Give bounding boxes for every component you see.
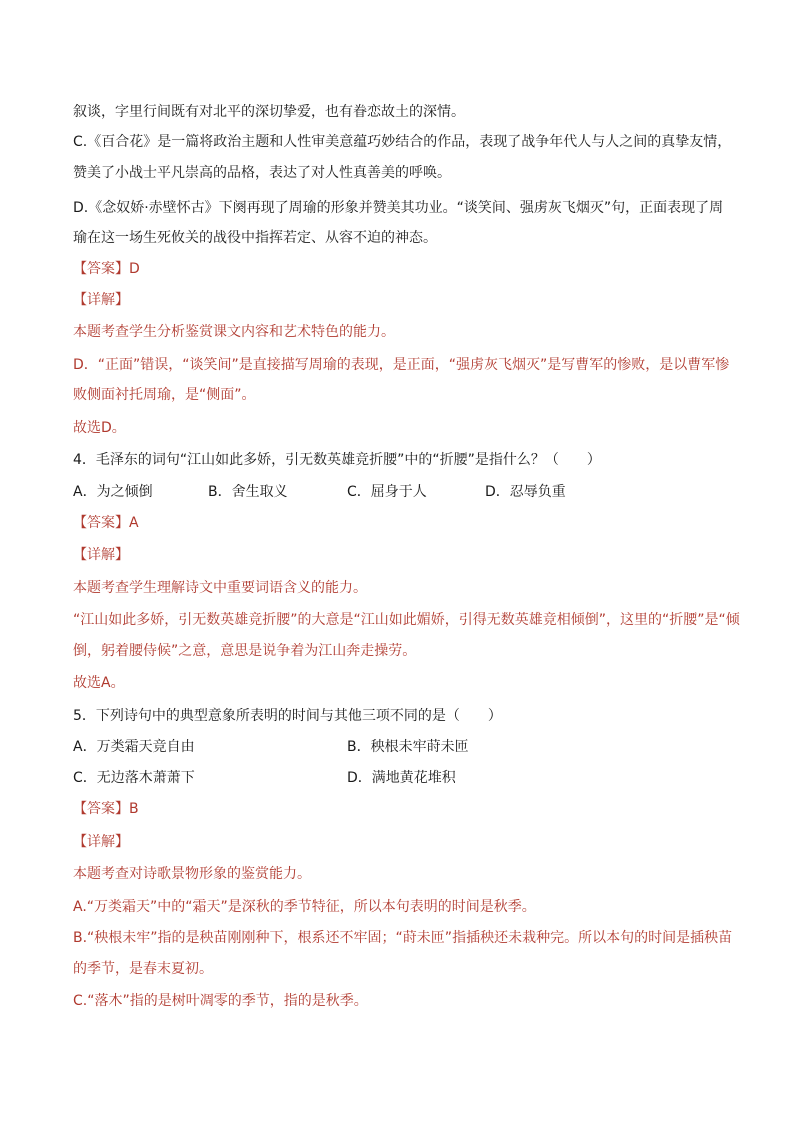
- q4-answer: 【答案】A: [73, 515, 139, 531]
- q5-answer: 【答案】B: [73, 801, 139, 817]
- q3-detail-line-2: 败侧面衬托周瑜，是“侧面”。: [73, 387, 256, 403]
- q3-option-c-line-2: 赞美了小战士平凡崇高的品格，表达了对人性真善美的呼唤。: [73, 165, 451, 181]
- q4-detail-line-2: 倒，躬着腰侍候”之意，意思是说争着为江山奔走操劳。: [73, 643, 417, 659]
- q5-detail-b-line-1: B.“秧根未牢”指的是秧苗刚刚种下，根系还不牢固；“莳未匝”指插秧还未栽种完。所以本句的时间是插秧苗: [73, 930, 733, 946]
- q5-question: 5．下列诗句中的典型意象所表明的时间与其他三项不同的是（ ）: [73, 708, 502, 724]
- q5-option-a: A．万类霜天竞自由: [73, 739, 195, 755]
- q3-detail-line-1: D．“正面”错误，“谈笑间”是直接描写周瑜的表现，是正面，“强虏灰飞烟灭”是写曹军的惨败，是以曹军惨: [73, 357, 730, 373]
- q5-option-d: D．满地黄花堆积: [347, 770, 456, 786]
- q4-conclusion: 故选A。: [73, 675, 125, 691]
- q4-detail-line-1: “江山如此多娇，引无数英雄竞折腰”的大意是“江山如此媚娇，引得无数英雄竞相倾倒”，这里的“折腰”是“倾: [73, 612, 740, 628]
- q3-option-d-line-1: D.《念奴娇·赤壁怀古》下阕再现了周瑜的形象并赞美其功业。“谈笑间、强虏灰飞烟灭”句，正面表现了周: [73, 200, 724, 216]
- q5-option-b: B．秧根未牢莳未匝: [347, 739, 469, 755]
- q3-option-c-line-1: C.《百合花》是一篇将政治主题和人性审美意蕴巧妙结合的作品，表现了战争年代人与人之间的真挚友情，: [73, 134, 732, 150]
- q4-detail-intro: 本题考查学生理解诗文中重要词语含义的能力。: [73, 580, 367, 596]
- q3-previous-line: 叙谈，字里行间既有对北平的深切挚爱，也有眷恋故土的深情。: [73, 104, 465, 120]
- q3-conclusion: 故选D。: [73, 420, 126, 436]
- q5-detail-label: 【详解】: [73, 834, 129, 850]
- q5-detail-intro: 本题考查对诗歌景物形象的鉴赏能力。: [73, 866, 311, 882]
- q5-option-c: C．无边落木萧萧下: [73, 770, 195, 786]
- q4-option-d: D．忍辱负重: [485, 484, 566, 500]
- q3-detail-intro: 本题考查学生分析鉴赏课文内容和艺术特色的能力。: [73, 324, 395, 340]
- q4-detail-label: 【详解】: [73, 547, 129, 563]
- q4-question: 4．毛泽东的词句“江山如此多娇，引无数英雄竞折腰”中的“折腰”是指什么？（ ）: [73, 452, 601, 468]
- q4-option-a: A．为之倾倒: [73, 484, 153, 500]
- q3-detail-label: 【详解】: [73, 292, 129, 308]
- q3-answer: 【答案】D: [73, 261, 140, 277]
- q4-option-b: B．舍生取义: [208, 484, 288, 500]
- q5-detail-c: C.“落木”指的是树叶凋零的季节，指的是秋季。: [73, 993, 368, 1009]
- q5-detail-b-line-2: 的季节，是春末夏初。: [73, 961, 213, 977]
- q3-option-d-line-2: 瑜在这一场生死攸关的战役中指挥若定、从容不迫的神态。: [73, 230, 437, 246]
- q4-option-c: C．屈身于人: [347, 484, 427, 500]
- q5-detail-a: A.“万类霜天”中的“霜天”是深秋的季节特征，所以本句表明的时间是秋季。: [73, 899, 536, 915]
